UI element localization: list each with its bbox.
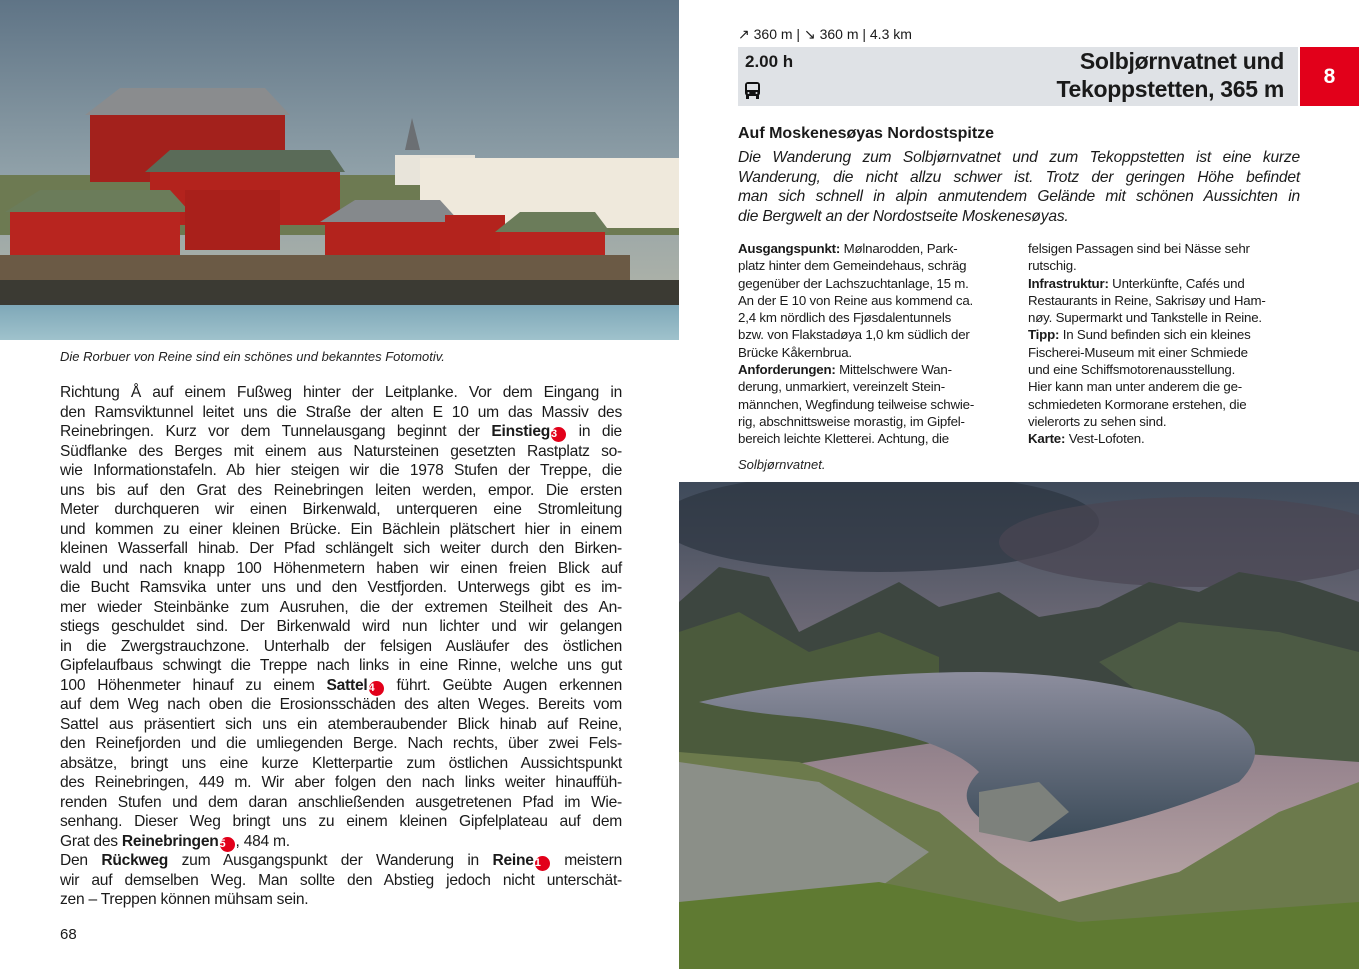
text-segment: An der E 10 von Reine aus kommend ca. [738, 292, 974, 308]
bold-term: Anforderungen: [738, 362, 836, 378]
info-column-left [738, 240, 1013, 448]
text-line [1028, 430, 1303, 447]
text-line [738, 344, 1013, 361]
text-line [60, 734, 622, 754]
text-line [60, 695, 622, 715]
text-segment: Meter durchqueren wir einen Birkenwald, unterqueren eine Stromleitung [60, 501, 622, 518]
text-line [60, 832, 622, 852]
text-line [60, 793, 622, 813]
tour-title-line1: Solbjørnvatnet und [1079, 48, 1284, 74]
text-segment: nøy. Supermarkt und Tankstelle in Reine. [1028, 310, 1262, 326]
text-segment: auf dem Weg nach oben die Erosionsschäden des alten Weges. Bereits vom [60, 696, 622, 713]
text-line [60, 403, 622, 423]
text-segment: in die [567, 423, 622, 440]
intro-line: Die Wanderung zum Solbjørnvatnet und zum Tekoppstetten ist eine kurze [738, 149, 1300, 166]
text-line [60, 656, 622, 676]
text-line [738, 257, 1013, 274]
duration: 2.00 h [745, 52, 794, 71]
text-segment: die Bucht Ramsvika unter uns und den Vestfjorden. Unterwegs gibt es im- [60, 579, 622, 596]
text-segment: schmiedeten Kormorane erstehen, die [1028, 396, 1247, 412]
tour-title-line2: Tekoppstetten, 365 m [1056, 76, 1284, 102]
text-segment: in die Zwergstrauchzone. Unterhalb der felsigen Ausläufer des östlichen [60, 637, 622, 655]
text-line [60, 500, 622, 520]
text-line [60, 520, 622, 540]
text-segment: Reinebringen. Kurz vor dem Tunnelausgang beginnt der [60, 423, 492, 440]
photo-caption-right: Solbjørnvatnet. [738, 457, 826, 472]
text-line [60, 773, 622, 793]
text-line [60, 871, 622, 891]
text-line [60, 442, 622, 462]
text-line [60, 578, 622, 598]
text-line [1028, 344, 1303, 361]
text-line [738, 240, 1013, 257]
bold-term: Tipp: [1028, 327, 1060, 343]
text-segment: Mølnarodden, Park- [840, 241, 958, 256]
text-segment: meistern [550, 852, 622, 869]
text-segment: absätze, bringt uns eine kurze Kletterpartie zum östlichen Aussichtspunkt [60, 754, 622, 772]
text-line [738, 413, 1013, 430]
text-line [1028, 326, 1303, 343]
text-line [1028, 257, 1303, 274]
bold-term: Infrastruktur: [1028, 275, 1109, 291]
body-text [60, 383, 622, 910]
bold-term: Reine [492, 852, 534, 869]
text-line [1028, 378, 1303, 395]
text-line [60, 617, 622, 637]
text-segment: führt. Geübte Augen erkennen [384, 676, 623, 694]
text-segment: und kommen zu einer kleinen Brücke. Ein Bächlein plätschert hier in einem [60, 520, 622, 538]
text-line [60, 461, 622, 481]
text-line [738, 378, 1013, 395]
text-segment: zum Ausgangspunkt der Wanderung in [168, 852, 493, 869]
text-line [1028, 309, 1303, 326]
text-line [60, 559, 622, 579]
text-segment: 2,4 km nördlich des Fjøsdalentunnels [738, 310, 952, 326]
text-segment: wald und nach knapp 100 Höhenmetern haben wir einen freien Blick auf [60, 559, 622, 577]
text-segment: Den [60, 852, 102, 869]
text-segment: kleinen Wasserfall hinab. Der Pfad schlängelt sich weiter durch den Birken- [60, 540, 622, 557]
text-segment: renden Stufen und dem daran anschließenden ausgetretenen Pfad im Wie- [60, 793, 622, 811]
waypoint-marker: 1 [535, 856, 550, 871]
tour-subtitle: Auf Moskenesøyas Nordostspitze [738, 125, 995, 142]
waypoint-marker: 4 [369, 681, 384, 696]
text-segment: gegenüber der Lachszuchtanlage, 15 m. [738, 275, 969, 291]
text-line [1028, 361, 1303, 378]
text-line [738, 326, 1013, 343]
text-segment: stiegs geschuldet sind. Der Birkenwald wird nun lichter und wir gelangen [60, 618, 622, 635]
text-line [1028, 413, 1303, 430]
text-line [738, 292, 1013, 309]
tour-title [1057, 47, 1284, 103]
text-segment: Brücke Kåkernbrua. [738, 344, 852, 360]
text-segment: Restaurants in Reine, Sakrisøy und Ham- [1028, 292, 1266, 308]
bold-term: Karte: [1028, 431, 1066, 447]
text-line [1028, 240, 1303, 257]
tour-header [738, 47, 1298, 106]
text-line [738, 309, 1013, 326]
text-segment: zen – Treppen können mühsam sein. [60, 891, 309, 908]
text-segment: 100 Höhenmeter hinauf zu einem [60, 676, 327, 694]
text-segment: derung, unmarkiert, vereinzelt Stein- [738, 379, 945, 395]
text-line [738, 396, 1013, 413]
text-segment: Mittelschwere Wan- [835, 362, 952, 378]
bold-term: Ausgangspunkt: [738, 241, 841, 256]
bold-term: Rückweg [101, 852, 169, 869]
page-number: 68 [60, 926, 77, 943]
intro-line: man sich schnell in alpin anmutendem Gelände mit schönen Aussichten in [738, 188, 1300, 205]
text-segment: senhang. Dieser Weg bringt uns zu einem kleinen Gipfelplateau auf dem [60, 813, 622, 830]
text-line [60, 422, 622, 442]
tour-intro [738, 148, 1300, 226]
text-line [1028, 292, 1303, 309]
text-segment: bzw. von Flakstadøya 1,0 km südlich der [738, 327, 970, 343]
text-segment: Grat des [60, 832, 122, 850]
intro-line: Wanderung, die nicht allzu schwer ist. Trotz der geringen Höhe befindet [738, 168, 1300, 186]
text-line [60, 481, 622, 501]
text-segment: Sattel aus präsentiert sich uns ein atemberaubender Blick hinab auf Reine, [60, 715, 622, 733]
bold-term: Sattel [326, 676, 368, 694]
waypoint-marker: 5 [220, 837, 235, 852]
text-segment: , 484 m. [235, 832, 290, 850]
text-segment: Gipfelaufbaus schwingt die Treppe nach links in eine Rinne, welche uns gut [60, 657, 622, 674]
photo-reine-rorbuer [0, 0, 679, 340]
text-segment: Vest-Lofoten. [1065, 431, 1145, 447]
text-line [60, 637, 622, 657]
text-line [1028, 396, 1303, 413]
text-segment: Südflanke des Berges mit einem aus Natursteinen gesetzten Rastplatz so- [60, 442, 622, 460]
text-segment: männchen, Wegfindung teilweise schwie- [738, 396, 975, 412]
text-segment: wir auf demselben Weg. Man sollte den Abstieg jedoch nicht unterschät- [60, 871, 622, 889]
text-line [60, 676, 622, 696]
text-segment: Richtung Å auf einem Fußweg hinter der Leitplanke. Vor dem Eingang in [60, 384, 622, 401]
text-segment: uns bis auf den Grat des Reinebringen leiten werden, empor. Die ersten [60, 481, 622, 499]
text-segment: Hier kann man unter anderem die ge- [1028, 379, 1242, 395]
text-segment: den Ramsviktunnel leitet uns die Straße der alten E 10 um das Massiv des [60, 403, 622, 421]
tour-stats: ↗ 360 m | ↘ 360 m | 4.3 km [738, 26, 912, 42]
intro-line: die Bergwelt an der Nordostseite Moskenesøyas. [738, 207, 1069, 225]
text-segment: wie Informationstafeln. Ab hier steigen wir die 1978 Stufen der Treppe, die [60, 462, 622, 479]
text-line [738, 275, 1013, 292]
text-segment: Fischerei-Museum mit einer Schmiede [1028, 344, 1248, 360]
tour-number-badge: 8 [1300, 47, 1359, 106]
text-line [1028, 275, 1303, 292]
text-segment: des Reinebringen, 449 m. Wir aber folgen den nach links weiter hinauffüh- [60, 774, 622, 791]
text-segment: platz hinter dem Gemeindehaus, schräg [738, 258, 967, 274]
text-line [738, 430, 1013, 447]
text-line [60, 754, 622, 774]
text-line [60, 539, 622, 559]
text-line [60, 383, 622, 403]
text-segment: felsigen Passagen sind bei Nässe sehr [1028, 241, 1250, 256]
text-segment: rig, abschnittsweise morastig, im Gipfel- [738, 413, 965, 429]
text-line [60, 890, 622, 910]
bold-term: Einstieg [491, 423, 551, 440]
text-segment: Unterkünfte, Cafés und [1108, 275, 1245, 291]
text-line [60, 598, 622, 618]
text-segment: bereich leichte Kletterei. Achtung, die [738, 431, 949, 447]
text-segment: vielerorts zu sehen sind. [1028, 413, 1167, 429]
photo-solbjornvatnet [679, 482, 1359, 969]
bus-icon [744, 81, 761, 99]
text-segment: rutschig. [1028, 258, 1077, 274]
text-line [60, 812, 622, 832]
photo-caption-left: Die Rorbuer von Reine sind ein schönes und bekanntes Fotomotiv. [60, 349, 445, 364]
bold-term: Reinebringen [121, 832, 219, 850]
waypoint-marker: 3 [551, 427, 566, 442]
text-segment: den Reinefjorden und die umliegenden Berge. Nach rechts, über zwei Fels- [60, 735, 622, 752]
text-segment: mer wieder Steinbänke zum Ausruhen, die der extremen Steilheit des An- [60, 598, 622, 616]
text-line [60, 715, 622, 735]
text-line [60, 851, 622, 871]
text-segment: und eine Schiffsmotorenausstellung. [1028, 362, 1236, 378]
text-line [738, 361, 1013, 378]
info-column-right [1028, 240, 1303, 448]
text-segment: In Sund befinden sich ein kleines [1059, 327, 1251, 343]
